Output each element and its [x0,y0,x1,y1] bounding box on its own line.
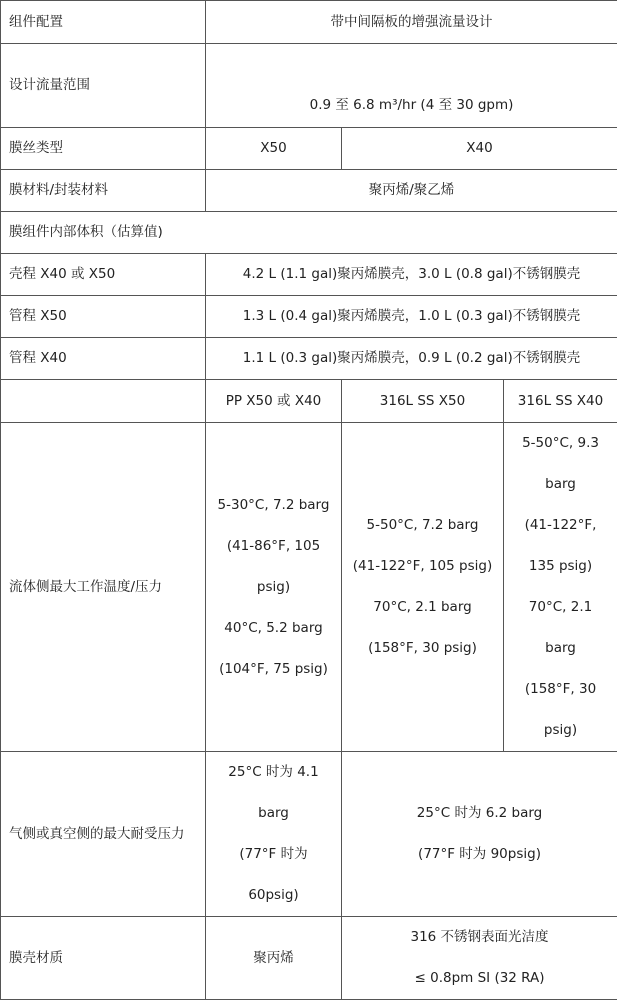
row-material [1,170,617,212]
row-shell [1,254,617,296]
fiber-x50: X50 [206,128,342,170]
housing-pp: 聚丙烯 [206,917,342,1000]
row-volume [1,212,617,254]
row-heads [1,380,617,423]
flow-label: 设计流量范围 [1,44,206,128]
housing-label: 膜壳材质 [1,917,206,1000]
liquid-ss40-line: 5-50°C, 9.3 [512,423,609,464]
row-tube-x40 [1,338,617,380]
gas-pp [206,752,342,917]
liquid-pp-line: 40°C, 5.2 barg [214,608,333,649]
row-config [1,1,617,44]
liquid-ss50-line: 5-50°C, 7.2 barg [350,505,495,546]
material-label: 膜材料/封装材料 [1,170,206,212]
config-label: 组件配置 [1,1,206,44]
liquid-ss40-line: (41-122°F, [512,505,609,546]
liquid-pp-line: psig) [214,567,333,608]
liquid-pp-line: 5-30°C, 7.2 barg [214,485,333,526]
liquid-ss40-line: 70°C, 2.1 barg [512,587,609,669]
liquid-ss-x50 [342,423,504,752]
row-gas [1,752,617,917]
flow-value: 0.9 至 6.8 m³/hr (4 至 30 gpm) [206,44,617,128]
head-ss-x40: 316L SS X40 [504,380,617,423]
tube-x40-label: 管程 X40 [1,338,206,380]
material-value: 聚丙烯/聚乙烯 [206,170,617,212]
liquid-label: 流体侧最大工作温度/压力 [1,423,206,752]
liquid-ss50-line: (158°F, 30 psig) [350,628,495,669]
tube-x50-label: 管程 X50 [1,296,206,338]
gas-pp-line: 60psig) [214,875,333,916]
liquid-ss50-line: 70°C, 2.1 barg [350,587,495,628]
liquid-ss40-line: psig) [512,710,609,751]
housing-ss [342,917,617,1000]
fiber-label: 膜丝类型 [1,128,206,170]
shell-label: 壳程 X40 或 X50 [1,254,206,296]
config-value: 带中间隔板的增强流量设计 [206,1,617,44]
row-tube-x50 [1,296,617,338]
liquid-pp [206,423,342,752]
row-liquid [1,423,617,752]
gas-ss-line: (77°F 时为 90psig) [350,834,609,875]
liquid-ss40-line: (158°F, 30 [512,669,609,710]
head-ss-x50: 316L SS X50 [342,380,504,423]
tube-x40-value: 1.1 L (0.3 gal)聚丙烯膜壳，0.9 L (0.2 gal)不锈钢膜壳 [206,338,617,380]
row-flow [1,44,617,128]
gas-ss-line: 25°C 时为 6.2 barg [350,793,609,834]
gas-label: 气侧或真空侧的最大耐受压力 [1,752,206,917]
liquid-ss40-line: 135 psig) [512,546,609,587]
liquid-pp-line: (104°F, 75 psig) [214,649,333,690]
gas-pp-line: (77°F 时为 [214,834,333,875]
liquid-ss50-line: (41-122°F, 105 psig) [350,546,495,587]
liquid-pp-line: (41-86°F, 105 [214,526,333,567]
gas-pp-line: 25°C 时为 4.1 barg [214,752,333,834]
head-pp: PP X50 或 X40 [206,380,342,423]
row-housing [1,917,617,1000]
tube-x50-value: 1.3 L (0.4 gal)聚丙烯膜壳，1.0 L (0.3 gal)不锈钢膜壳 [206,296,617,338]
fiber-x40: X40 [342,128,617,170]
volume-label: 膜组件内部体积（估算值) [1,212,617,254]
row-fiber [1,128,617,170]
gas-ss [342,752,617,917]
liquid-ss40-line: barg [512,464,609,505]
liquid-ss-x40 [504,423,617,752]
housing-ss-line: 316 不锈钢表面光洁度 [350,917,609,958]
housing-ss-line: ≤ 0.8pm SI (32 RA) [350,958,609,999]
shell-value: 4.2 L (1.1 gal)聚丙烯膜壳，3.0 L (0.8 gal)不锈钢膜壳 [206,254,617,296]
heads-empty [1,380,206,423]
